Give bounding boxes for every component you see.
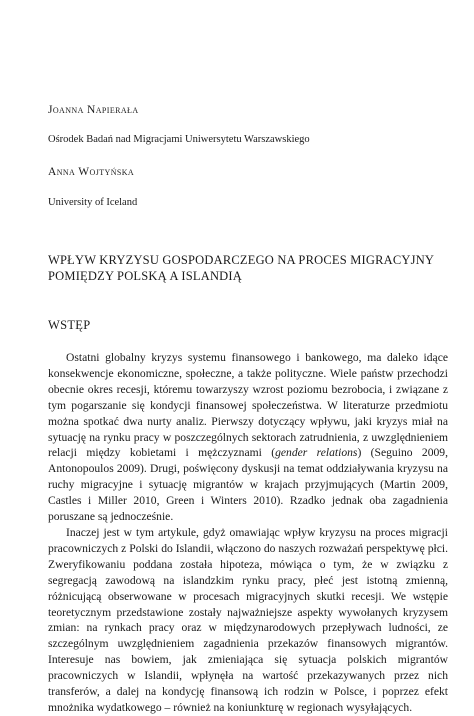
- paragraph-text: Inaczej jest w tym artykule, gdyż omawiając wpływ kryzysu na proces migracji pracowniczych z Polski do Islandii, włączono do naszych rozważań perspektywę płci. Zweryfikowaniu poddana została hipoteza, mówiąca o tym, że w związku z segregacją zawodową na islandzkim rynku pracy, płeć jest istotną zmienną, różnicującą obserwowane w procesach migracyjnych skutki recesji. We wstępie teoretycznym przedstawione zostały najważniejsze aspekty wywołanych kryzysem zmian: na rynkach pracy oraz w międzynarodowych przepływach ludności, ze szczególnym uwzględnieniem zagadnienia przekazów finansowych migrantów. Interesuje nas bowiem, jak zmieniająca się sytuacja polskich migrantów pracowniczych w Islandii, wpłynęła na wartość przekazywanych przez nich transferów, a dalej na kondycję finansową ich rodzin w Polsce, i poprzez efekt mnożnika wydatkowego – również na koniunkturę w regionach wysyłających.: [48, 525, 448, 714]
- paragraph-text: Ostatni globalny kryzys systemu finansowego i bankowego, ma daleko idące konsekwencje ekonomiczne, społeczne, a także polityczne. Wiele państw przechodzi obecnie okres recesji, któremu towarzyszy wzrost poziomu bezrobocia, i związane z tym pogarszanie się kondycji finansowej społeczeństwa. W literaturze przedmiotu można spotkać dwa nurty analiz. Pierwszy dotyczący wpływu, jaki kryzys miał na sytuację na rynku pracy w poszczególnych sektorach zatrudnienia, z uwzględnieniem relacji między kobietami i mężczyznami (: [48, 351, 448, 460]
- italic-term: gender relations: [275, 446, 358, 460]
- author-name: Joanna Napierała: [48, 104, 139, 116]
- article-title: WPŁYW KRYZYSU GOSPODARCZEGO NA PROCES MIGRACYJNY POMIĘDZY POLSKĄ A ISLANDIĄ: [48, 253, 434, 283]
- paragraph: [48, 525, 448, 716]
- paragraph: [48, 350, 448, 525]
- section-heading: WSTĘP: [48, 318, 91, 332]
- body-text: [48, 350, 448, 716]
- paragraph-text: ) (Seguino 2009, Antonopoulos 2009). Drugi, poświęcony dyskusji na temat oddziaływania kryzysu na ruchy migracyjne i sytuację migrantów w krajach przyjmujących (Martin 2009, Castles i Miller 2010, Green i Winters 2010). Rzadko jednak oba zagadnienia poruszane są jednocześnie.: [48, 446, 448, 524]
- author-affiliation: Ośrodek Badań nad Migracjami Uniwersytetu Warszawskiego: [48, 134, 310, 145]
- author-name: Anna Wojtyńska: [48, 166, 135, 178]
- author-affiliation: University of Iceland: [48, 197, 138, 208]
